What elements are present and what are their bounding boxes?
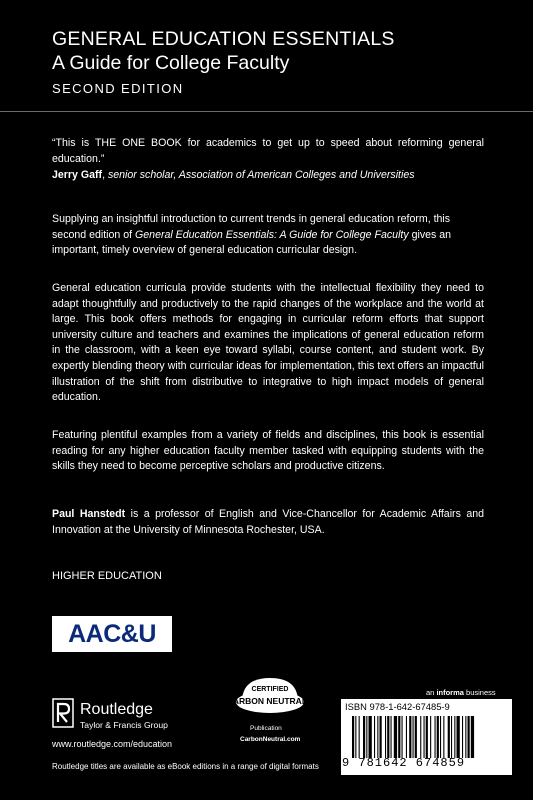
barcode-stripe [398, 716, 400, 758]
informa-tagline [426, 688, 496, 697]
author-bio [52, 507, 484, 538]
barcode-stripe [363, 716, 365, 758]
barcode-stripe [440, 716, 441, 758]
subject-category: HIGHER EDUCATION [52, 570, 162, 582]
barcode-stripe [451, 716, 452, 758]
barcode-stripe [465, 716, 466, 758]
barcode-stripe [420, 716, 421, 758]
endorsement-attribution: Jerry Gaff, senior scholar, Association of American Colleges and Universities [52, 169, 415, 181]
endorsement-quote: “This is THE ONE BOOK for academics to get up to speed about reforming general education.” [52, 137, 484, 165]
description-paragraph-1 [52, 212, 484, 259]
edition-label: SECOND EDITION [52, 81, 184, 96]
endorser-name: Jerry Gaff [52, 169, 103, 181]
barcode-stripe [406, 716, 407, 758]
barcode-stripe [443, 716, 444, 758]
barcode-stripe [468, 716, 470, 758]
barcode-stripe [352, 716, 354, 758]
barcode-stripe [359, 716, 360, 758]
header-divider [0, 111, 533, 112]
carbon-neutral-url: CarbonNeutral.com [240, 736, 301, 743]
carbon-badge-main: CARBON NEUTRAL® [226, 696, 314, 706]
carbon-neutral-badge [226, 672, 314, 722]
p1-text-after: gives an important, timely overview of general education curricular design. [52, 228, 452, 257]
book-title: GENERAL EDUCATION ESSENTIALS [52, 28, 395, 50]
routledge-r-icon [52, 698, 74, 728]
barcode-stripe [369, 716, 372, 758]
book-subtitle: A Guide for College Faculty [52, 52, 290, 74]
barcode-stripe [426, 716, 428, 758]
barcode-stripe [415, 716, 417, 758]
barcode-stripe [435, 716, 436, 758]
barcode-stripe [462, 716, 463, 758]
barcode-stripe [409, 716, 411, 758]
p1-text-before: Supplying an insightful introduction to current trends in general education reform, this second edition of [52, 213, 451, 241]
carbon-publication-label: Publication [250, 725, 282, 732]
publisher-name: Routledge [80, 701, 153, 718]
p1-book-title: General Education Essentials: A Guide for College Faculty [135, 228, 409, 241]
barcode-stripe [391, 716, 392, 758]
informa-brand: informa [436, 688, 464, 697]
barcode-stripe [402, 716, 403, 758]
barcode-stripe [387, 716, 389, 758]
barcode-stripe [366, 716, 367, 758]
barcode-number: 9 781642 674859 [342, 756, 466, 770]
barcode-stripe [424, 716, 425, 758]
barcode-stripe [413, 716, 414, 758]
barcode-stripe [377, 716, 378, 758]
publisher-website[interactable]: www.routledge.com/education [52, 739, 173, 749]
description-paragraph-3: Featuring plentiful examples from a variety of fields and disciplines, this book is essential reading for any higher education faculty member tasked with equipping students with the skills they need to become perceptive scholars and productive citizens. [52, 429, 484, 473]
barcode-stripe [457, 716, 460, 758]
informa-suffix: business [463, 688, 496, 697]
barcode-stripe [374, 716, 375, 758]
informa-prefix: an [426, 688, 437, 697]
barcode-stripe [448, 716, 450, 758]
author-name: Paul Hanstedt [52, 508, 126, 520]
aacu-logo [52, 616, 172, 652]
author-bio-text: is a professor of English and Vice-Chancellor for Academic Affairs and Innovation at the University of Minnesota Rochester, USA. [52, 508, 485, 536]
barcode-stripe [430, 716, 431, 758]
barcode-stripe [385, 716, 386, 758]
barcode-bars [352, 716, 508, 758]
carbon-badge-top: CERTIFIED [251, 686, 289, 693]
aacu-logo-text: AAC&U [68, 619, 156, 648]
barcode-stripe [471, 716, 474, 758]
endorser-affiliation: senior scholar, Association of American Colleges and Universities [107, 169, 415, 181]
barcode-stripe [437, 716, 439, 758]
publisher-group: Taylor & Francis Group [80, 720, 168, 730]
barcode-stripe [380, 716, 382, 758]
description-paragraph-2: General education curricula provide students with the intellectual flexibility they need to adapt thoughtfully and productively to the rapid changes of the workplace and the world at large. This book offers methods for engaging in curricular reform efforts that support university culture and teachers and examines the implications of general education reform in the classroom, with a keen eye toward syllabi, course content, and student work. By expertly blending theory with curricular ideas for implementation, this text offers an impactful illustration of the shift from distributive to integrative to high impact models of general education. [52, 282, 484, 404]
barcode-stripe [394, 716, 397, 758]
barcode-stripe [355, 716, 356, 758]
isbn-label: ISBN 978-1-642-67485-9 [345, 701, 450, 712]
barcode-stripe [454, 716, 455, 758]
ebook-footer-note: Routledge titles are available as eBook editions in a range of digital formats [52, 762, 319, 771]
